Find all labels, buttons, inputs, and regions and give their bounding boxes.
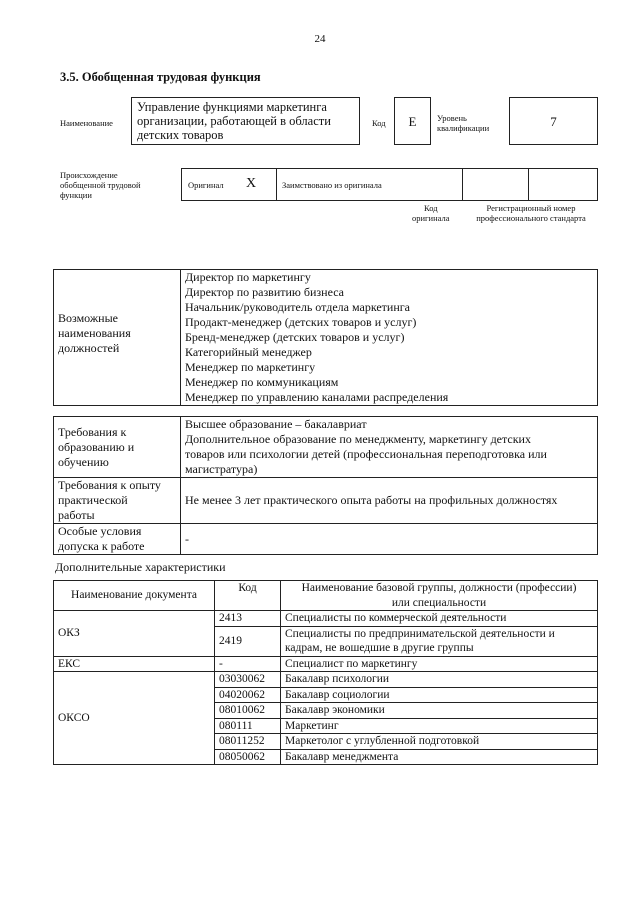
experience-label-line: работы xyxy=(58,508,95,522)
function-name-line: детских товаров xyxy=(137,128,224,142)
okz-code: 2419 xyxy=(215,626,281,656)
col-code-header: Код xyxy=(215,581,281,611)
position-item: Менеджер по маркетингу xyxy=(185,360,316,374)
education-label-line: обучению xyxy=(58,454,109,469)
conditions-label-line: Особые условия xyxy=(58,524,142,538)
education-line: товаров или психологии детей (профессиональная переподготовка или xyxy=(185,447,547,461)
okz-doc: ОКЗ xyxy=(54,611,215,657)
position-item: Бренд-менеджер (детских товаров и услуг) xyxy=(185,330,405,344)
position-item: Менеджер по управлению каналами распределения xyxy=(185,390,449,404)
okso-name: Бакалавр экономики xyxy=(281,703,598,719)
position-item: Начальник/руководитель отдела маркетинга xyxy=(185,300,411,314)
function-name-line: организации, работающей в области xyxy=(137,114,331,128)
positions-table xyxy=(53,269,598,406)
position-item: Директор по маркетингу xyxy=(185,270,311,284)
okz-name-line: Специалисты по предпринимательской деятельности и xyxy=(285,627,555,640)
positions-label xyxy=(54,270,181,406)
col-name-header-line: или специальности xyxy=(391,596,487,609)
position-item: Менеджер по коммуникациям xyxy=(185,375,339,389)
okso-code: 08050062 xyxy=(215,749,281,765)
positions-label-line: должностей xyxy=(58,341,120,355)
okso-code: 03030062 xyxy=(215,672,281,688)
name-label: Наименование xyxy=(60,118,113,128)
level-label-line: Уровень xyxy=(437,113,467,123)
col-doc-header: Наименование документа xyxy=(54,581,215,611)
conditions-label xyxy=(54,524,181,555)
page-number: 24 xyxy=(314,33,326,45)
conditions-value: - xyxy=(181,524,598,555)
position-item: Директор по развитию бизнеса xyxy=(185,285,345,299)
eks-name: Специалист по маркетингу xyxy=(281,656,598,672)
experience-label xyxy=(54,478,181,524)
requirements-table xyxy=(53,416,598,555)
education-label-line: Требования к xyxy=(58,424,127,439)
code-origin-caption xyxy=(412,203,450,223)
okz-code: 2413 xyxy=(215,611,281,627)
reg-number-caption xyxy=(466,203,596,223)
okso-code: 04020062 xyxy=(215,687,281,703)
function-name-line: Управление функциями маркетинга xyxy=(137,100,327,114)
reg-number-caption-line: Регистрационный номер xyxy=(486,203,576,213)
code-value-box: E xyxy=(394,97,431,145)
eks-code: - xyxy=(215,656,281,672)
okz-name xyxy=(281,626,598,656)
okso-name: Маркетолог с углубленной подготовкой xyxy=(281,734,598,750)
experience-label-line: практической xyxy=(58,493,128,507)
okso-name: Маркетинг xyxy=(281,718,598,734)
okso-code: 080111 xyxy=(215,718,281,734)
positions-list xyxy=(181,270,598,406)
experience-value: Не менее 3 лет практического опыта работы на профильных должностях xyxy=(181,478,598,524)
reg-number-caption-line: профессионального стандарта xyxy=(476,213,586,223)
origin-label-line: функции xyxy=(60,190,92,200)
okso-doc: ОКСО xyxy=(54,672,215,765)
education-value xyxy=(181,417,598,478)
okso-name: Бакалавр менеджмента xyxy=(281,749,598,765)
level-label-line: квалификации xyxy=(437,123,490,133)
okz-name-line: кадрам, не вошедшие в другие группы xyxy=(285,642,474,654)
education-label-line: образованию и xyxy=(58,439,135,454)
position-item: Категорийный менеджер xyxy=(185,345,312,359)
original-label: Оригинал xyxy=(188,180,224,190)
education-line: магистратура) xyxy=(185,462,258,476)
position-item: Продакт-менеджер (детских товаров и услуг) xyxy=(185,315,417,329)
okso-code: 08011252 xyxy=(215,734,281,750)
code-origin-caption-line: Код xyxy=(423,203,438,213)
code-origin-caption-line: оригинала xyxy=(412,213,450,223)
col-name-header xyxy=(281,581,598,611)
function-name-box xyxy=(131,97,360,145)
experience-label-line: Требования к опыту xyxy=(58,478,161,492)
col-name-header-line: Наименование базовой группы, должности (профессии) xyxy=(301,582,577,594)
code-label: Код xyxy=(372,118,386,128)
okso-name: Бакалавр социологии xyxy=(281,687,598,703)
positions-label-line: Возможные xyxy=(58,311,118,325)
borrowed-label: Заимствовано из оригинала xyxy=(282,180,382,190)
additional-table xyxy=(53,580,598,765)
origin-label-line: обобщенной трудовой xyxy=(60,180,141,190)
level-value-box: 7 xyxy=(509,97,598,145)
section-title: 3.5. Обобщенная трудовая функция xyxy=(60,70,261,84)
origin-label xyxy=(60,170,141,200)
conditions-label-line: допуска к работе xyxy=(58,539,145,553)
okso-name: Бакалавр психологии xyxy=(281,672,598,688)
additional-title: Дополнительные характеристики xyxy=(55,560,226,574)
origin-label-line: Происхождение xyxy=(60,170,118,180)
eks-doc: ЕКС xyxy=(54,656,215,672)
okso-code: 08010062 xyxy=(215,703,281,719)
origin-table xyxy=(181,168,598,201)
okz-name: Специалисты по коммерческой деятельности xyxy=(281,611,598,627)
education-line: Дополнительное образование по менеджменту, маркетингу детских xyxy=(185,432,531,446)
education-label xyxy=(54,417,181,478)
education-line: Высшее образование – бакалавриат xyxy=(185,417,367,431)
positions-label-line: наименования xyxy=(58,326,131,340)
level-label xyxy=(437,113,489,133)
original-mark: X xyxy=(246,176,257,191)
